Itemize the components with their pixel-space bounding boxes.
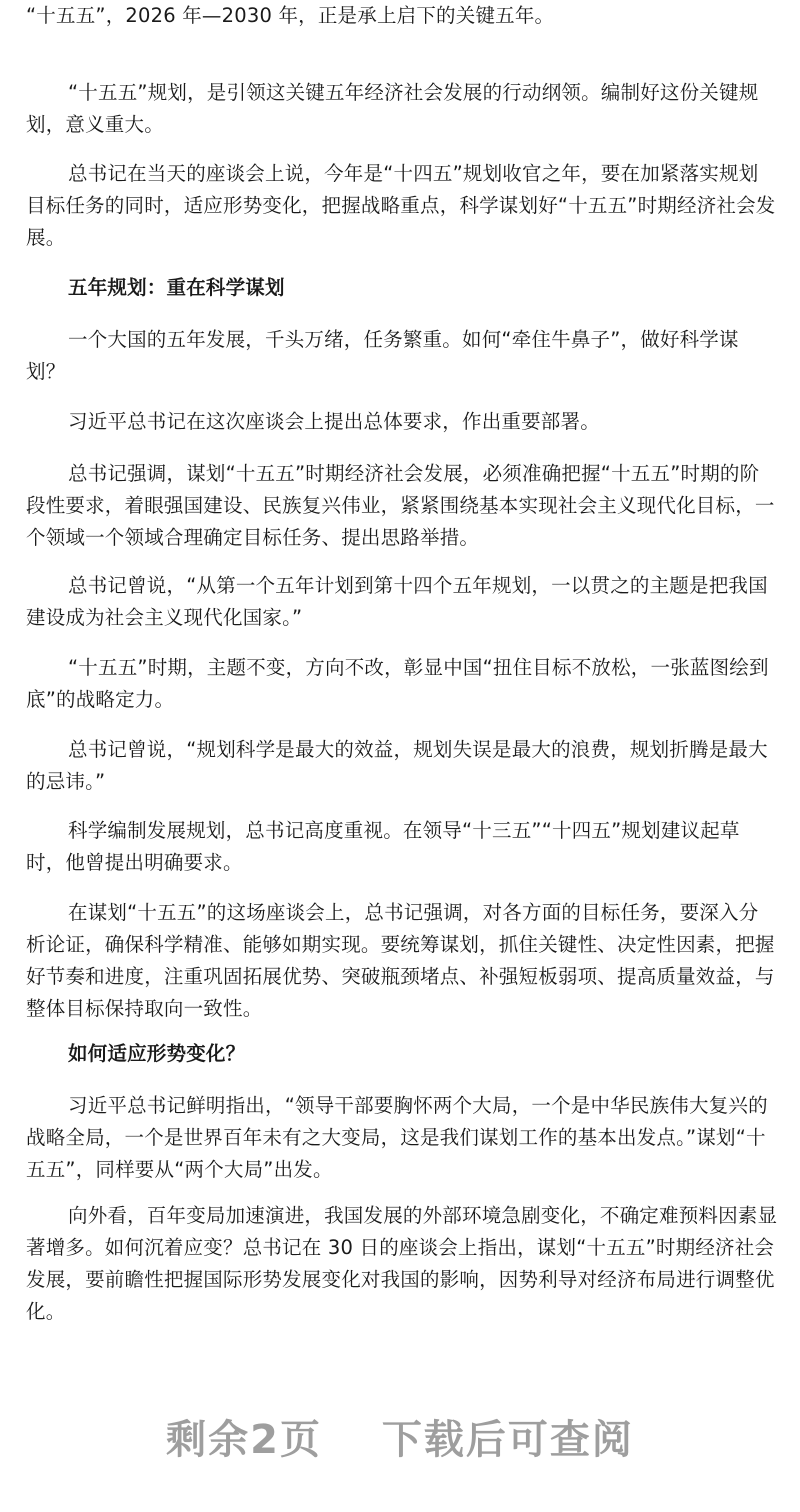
paragraph: 在谋划“十五五”的这场座谈会上，总书记强调，对各方面的目标任务，要深入分析论证，确保科学精准、能够如期实现。要统筹谋划，抓住关键性、决定性因素，把握好节奏和进度，注重巩固拓展优势、突破瓶颈堵点、补强短板弱项、提高质量效益，与整体目标保持取向一致性。	[26, 901, 775, 1020]
paragraph: 科学编制发展规划，总书记高度重视。在领导“十三五”“十四五”规划建议起草时，他曾提出明确要求。	[26, 819, 740, 874]
section-heading: 如何适应形势变化？	[68, 1042, 246, 1065]
remaining-pages-label: 剩余2页	[166, 1417, 322, 1463]
paragraph: “十五五”时期，主题不变，方向不改，彰显中国“扭住目标不放松，一张蓝图绘到底”的战略定力。	[26, 656, 769, 711]
section-heading: 五年规划：重在科学谋划	[68, 276, 285, 299]
download-banner[interactable]	[0, 1408, 800, 1465]
download-to-view-label: 下载后可查阅	[381, 1417, 634, 1463]
paragraph: “十五五”规划，是引领这关键五年经济社会发展的行动纲领。编制好这份关键规划，意义重大。	[26, 81, 759, 136]
paragraph: 习近平总书记鲜明指出，“领导干部要胸怀两个大局，一个是中华民族伟大复兴的战略全局，一个是世界百年未有之大变局，这是我们谋划工作的基本出发点。”谋划“十五五”，同样要从“两个大局”出发。	[26, 1094, 768, 1181]
paragraph: 一个大国的五年发展，千头万绪，任务繁重。如何“牵住牛鼻子”，做好科学谋划？	[26, 328, 739, 383]
paragraph: 习近平总书记在这次座谈会上提出总体要求，作出重要部署。	[68, 410, 600, 433]
paragraph: 总书记强调，谋划“十五五”时期经济社会发展，必须准确把握“十五五”时期的阶段性要求，着眼强国建设、民族复兴伟业，紧紧围绕基本实现社会主义现代化目标，一个领域一个领域合理确定目标任务、提出思路举措。	[26, 462, 775, 549]
paragraph: 总书记在当天的座谈会上说，今年是“十四五”规划收官之年，要在加紧落实规划目标任务的同时，适应形势变化，把握战略重点，科学谋划好“十五五”时期经济社会发展。	[26, 162, 776, 249]
paragraph: 总书记曾说，“从第一个五年计划到第十四个五年规划，一以贯之的主题是把我国建设成为社会主义现代化国家。”	[26, 574, 768, 629]
paragraph: 总书记曾说，“规划科学是最大的效益，规划失误是最大的浪费，规划折腾是最大的忌讳。”	[26, 738, 768, 793]
paragraph-intro: “十五五”，2026 年—2030 年，正是承上启下的关键五年。	[26, 4, 555, 27]
paragraph: 向外看，百年变局加速演进，我国发展的外部环境急剧变化，不确定难预料因素显著增多。如何沉着应变？总书记在 30 日的座谈会上指出，谋划“十五五”时期经济社会发展，要前瞻性把握国际形势发展变化对我国的影响，因势利导对经济布局进行调整优化。	[26, 1204, 778, 1323]
